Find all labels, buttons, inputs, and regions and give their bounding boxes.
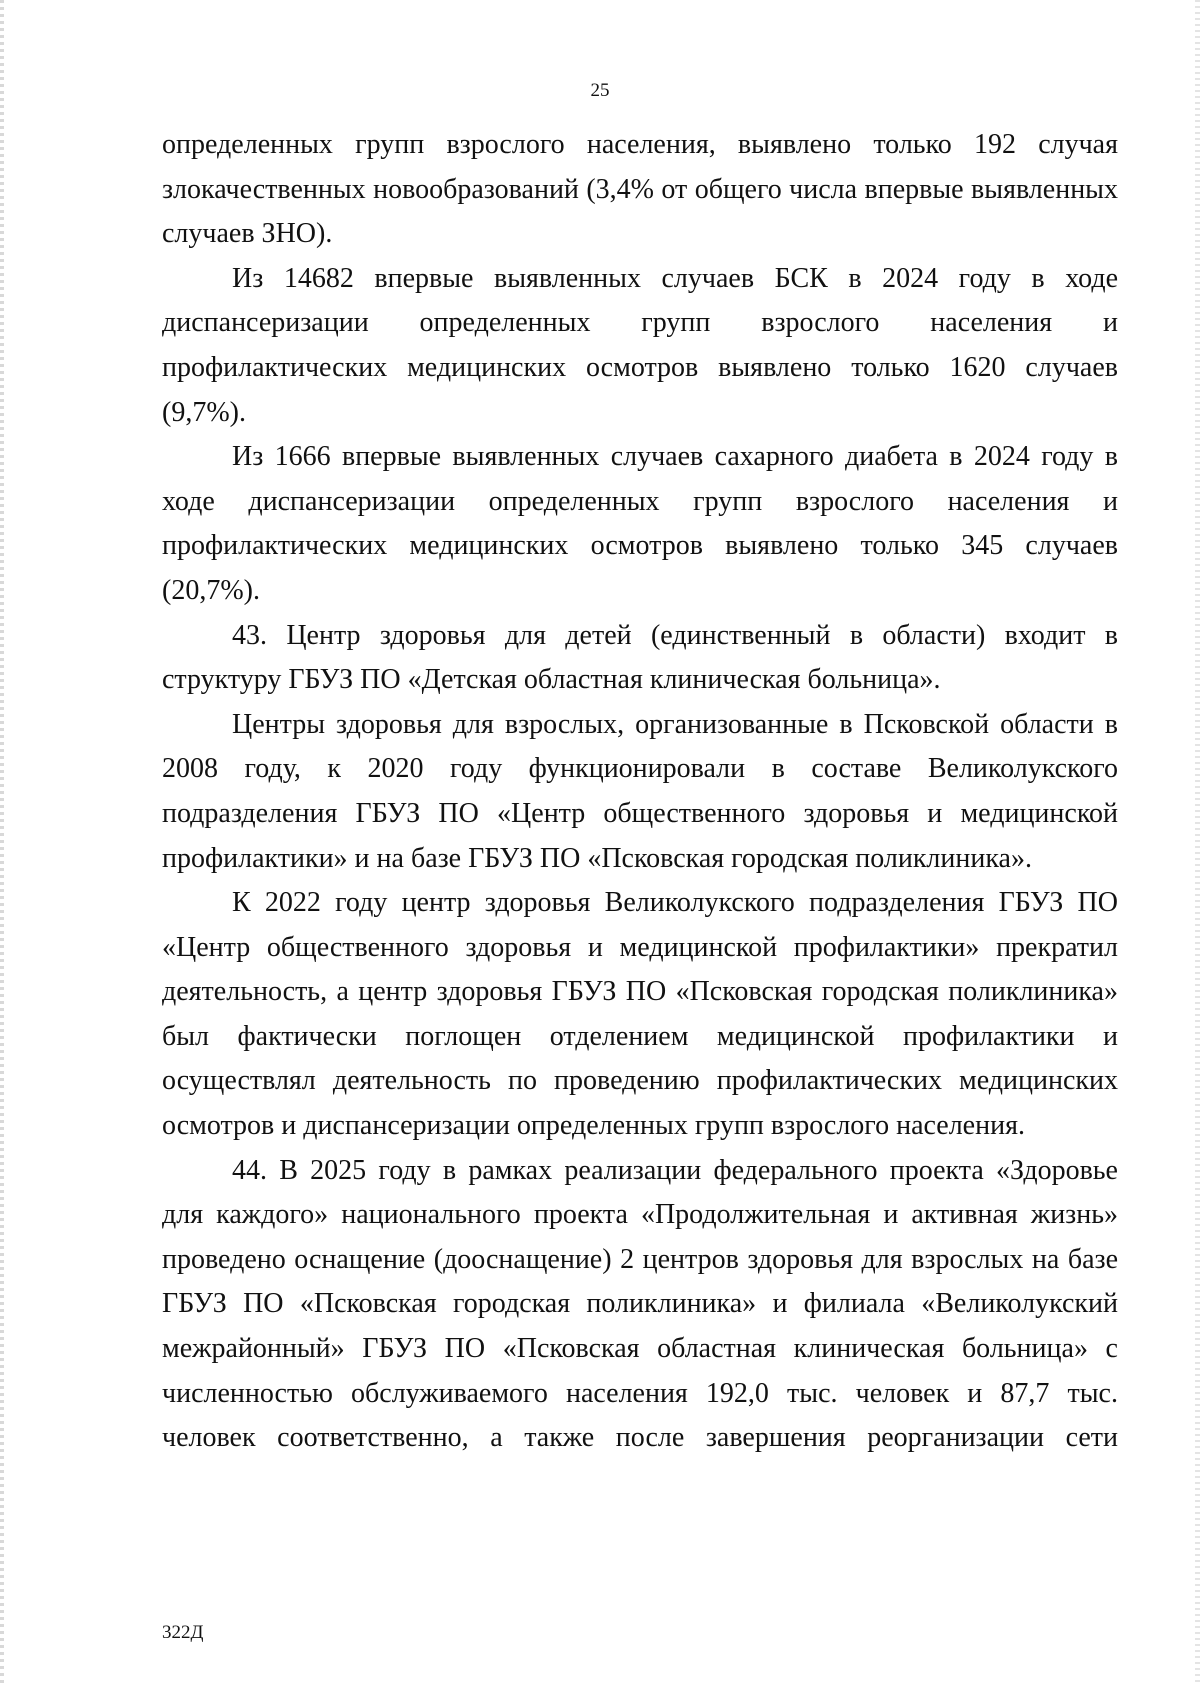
paragraph-diabetes-cases: Из 1666 впервые выявленных случаев сахарного диабета в 2024 году в ходе диспансеризации определенных групп взрослого населения и профилактических медицинских осмотров выявлено только 345 случаев (20,7%).	[162, 441, 1118, 606]
document-body	[162, 123, 1118, 1461]
paragraph-adult-health-centers: Центры здоровья для взрослых, организованные в Псковской области в 2008 году, к 2020 году функционировали в составе Великолукского подразделения ГБУЗ ПО «Центр общественного здоровья и медицинской профилактики» и на базе ГБУЗ ПО «Псковская городская поликлиника».	[162, 708, 1118, 874]
scan-edge-left	[0, 0, 4, 1686]
paragraph-bsk-cases: Из 14682 впервые выявленных случаев БСК в 2024 году в ходе диспансеризации определенных групп взрослого населения и профилактических медицинских осмотров выявлено только 1620 случаев (9,7%).	[162, 262, 1118, 428]
document-code: 322Д	[162, 1622, 204, 1643]
paragraph-2022-health-center: К 2022 году центр здоровья Великолукского подразделения ГБУЗ ПО «Центр общественного здоровья и медицинской профилактики» прекратил деятельность, а центр здоровья ГБУЗ ПО «Псковская городская поликлиника» был фактически поглощен отделением медицинской профилактики и осуществлял деятельность по проведению профилактических медицинских осмотров и диспансеризации определенных групп взрослого населения.	[162, 887, 1118, 1142]
paragraph-item-43: 43. Центр здоровья для детей (единственный в области) входит в структуру ГБУЗ ПО «Детская областная клиническая больница».	[162, 619, 1118, 696]
paragraph-continuation: определенных групп взрослого населения, выявлено только 192 случая злокачественных новообразований (3,4% от общего числа впервые выявленных случаев ЗНО).	[162, 129, 1118, 250]
page-number: 25	[590, 80, 610, 101]
scan-edge-right	[1195, 0, 1200, 1686]
paragraph-item-44: 44. В 2025 году в рамках реализации федерального проекта «Здоровье для каждого» национального проекта «Продолжительная и активная жизнь» проведено оснащение (дооснащение) 2 центров здоровья для взрослых на базе ГБУЗ ПО «Псковская городская поликлиника» и филиала «Великолукский межрайонный» ГБУЗ ПО «Псковская областная клиническая больница» с численностью обслуживаемого населения 192,0 тыс. человек и 87,7 тыс. человек соответственно, а также после завершения реорганизации сети	[162, 1154, 1118, 1454]
